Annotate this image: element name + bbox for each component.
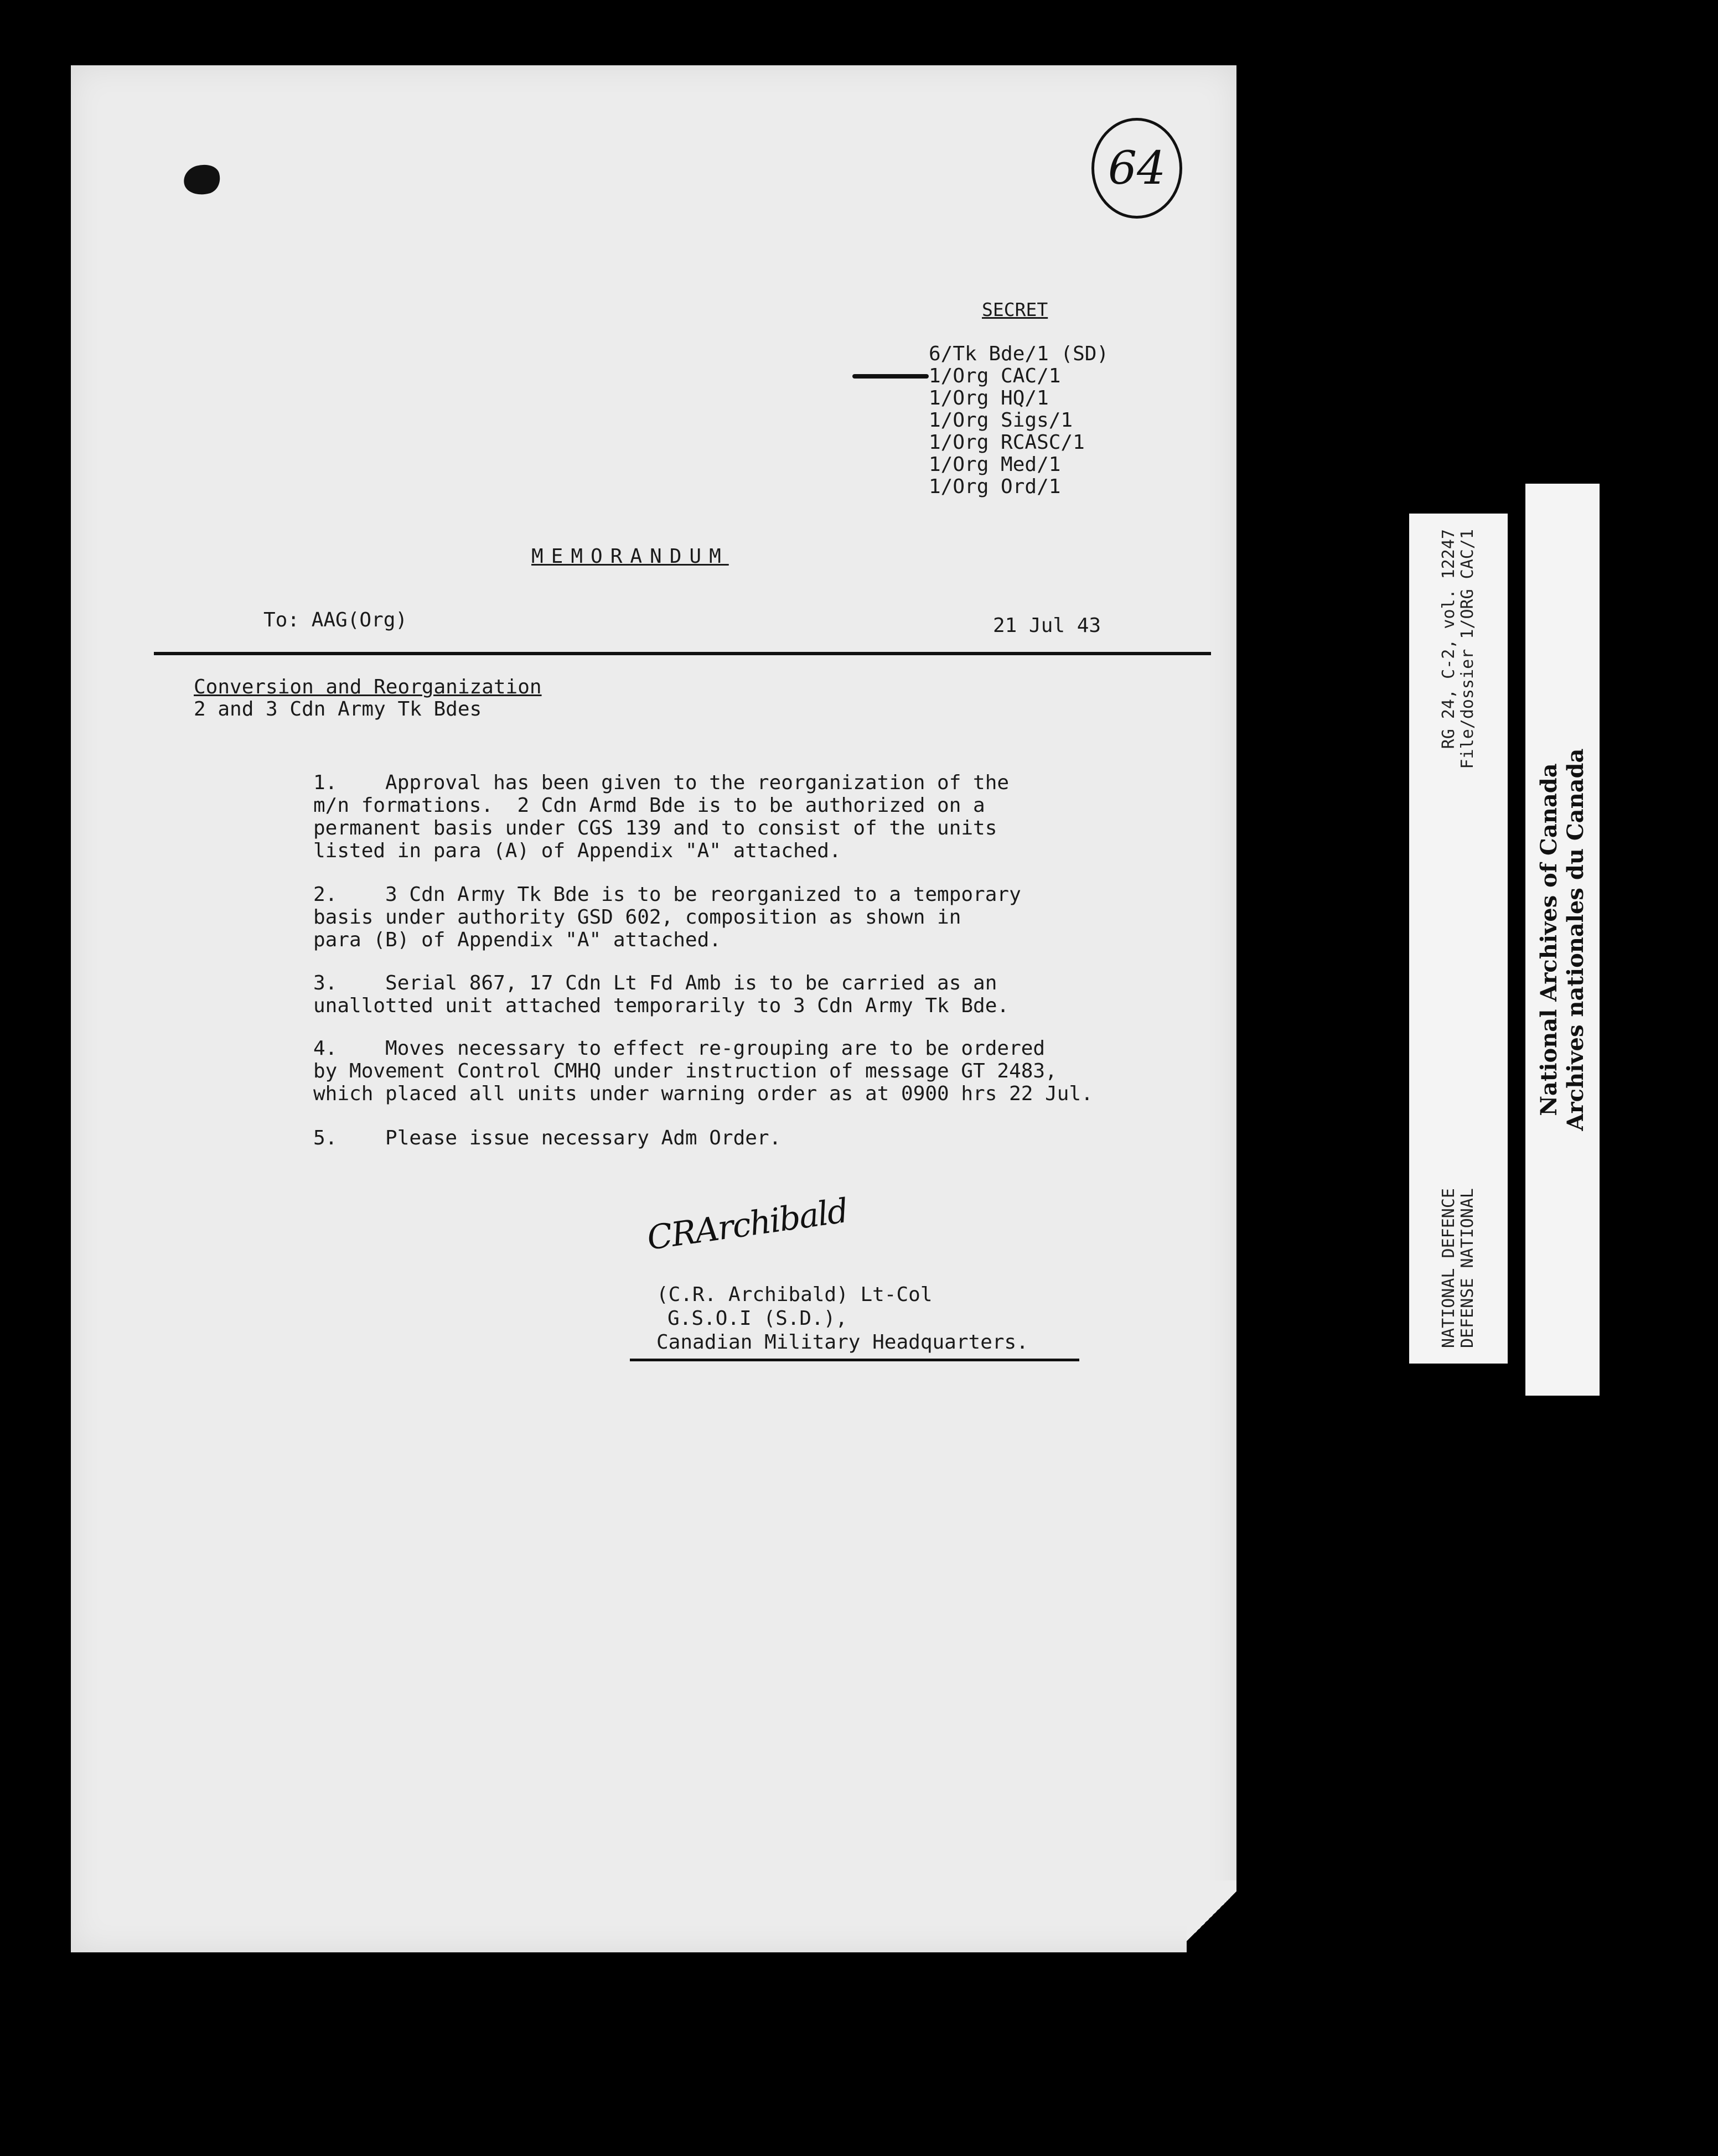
paragraph-line: 1. Approval has been given to the reorganization of the xyxy=(313,771,1010,794)
paragraph-line: basis under authority GSD 602, composition as shown in xyxy=(313,906,961,929)
file-ref: 6/Tk Bde/1 (SD) xyxy=(929,343,1109,365)
archives-name-english: National Archives of Canada xyxy=(1536,763,1562,1116)
file-references xyxy=(929,343,1109,498)
paragraph-line: para (B) of Appendix "A" attached. xyxy=(313,929,721,951)
paragraph-line: permanent basis under CGS 139 and to consist of the units xyxy=(313,817,997,839)
dept-english: NATIONAL DEFENCE xyxy=(1439,1188,1458,1348)
archives-name-french: Archives nationales du Canada xyxy=(1562,748,1588,1131)
archive-reference-label xyxy=(1409,514,1508,1364)
file-ref: 1/Org Sigs/1 xyxy=(929,409,1073,432)
paragraph-line: m/n formations. 2 Cdn Armd Bde is to be authorized on a xyxy=(313,794,985,817)
page-number-circle xyxy=(1091,118,1182,219)
file-ref: 1/Org RCASC/1 xyxy=(929,431,1085,454)
file-ref: 1/Org HQ/1 xyxy=(929,387,1049,410)
subject-line: 2 and 3 Cdn Army Tk Bdes xyxy=(194,698,482,721)
paragraph-line: which placed all units under warning order as at 0900 hrs 22 Jul. xyxy=(313,1082,1093,1105)
paragraph-line: unallotted unit attached temporarily to 3 Cdn Army Tk Bde. xyxy=(313,994,1010,1017)
dept-french: DEFENSE NATIONAL xyxy=(1458,1188,1477,1348)
handwritten-signature: CRArchibald xyxy=(644,1191,850,1258)
archives-name-label xyxy=(1525,484,1600,1396)
file-ref: 1/Org Ord/1 xyxy=(929,475,1061,498)
addressee: To: AAG(Org) xyxy=(263,609,408,631)
signatory-name: (C.R. Archibald) Lt-Col xyxy=(656,1283,933,1306)
paragraph-line: 3. Serial 867, 17 Cdn Lt Fd Amb is to be carried as an xyxy=(313,972,997,994)
paragraph-4 xyxy=(313,1037,1093,1105)
signatory-org: Canadian Military Headquarters. xyxy=(656,1331,1028,1354)
paragraph-2 xyxy=(313,883,1021,951)
page-corner-fold xyxy=(1187,1880,1236,1952)
subject-line: Conversion and Reorganization xyxy=(194,676,542,698)
paragraph-line: 4. Moves necessary to effect re-grouping are to be ordered xyxy=(313,1037,1046,1060)
memo-title: MEMORANDUM xyxy=(531,545,729,568)
file-ref: 1/Org Med/1 xyxy=(929,453,1061,476)
archive-ref-volume: RG 24, C-2, vol. 12247 xyxy=(1439,529,1458,749)
paragraph-line: listed in para (A) of Appendix "A" attached. xyxy=(313,839,841,862)
paragraph-5 xyxy=(313,1127,781,1149)
archive-ref-file: File/dossier 1/ORG CAC/1 xyxy=(1458,529,1477,769)
paragraph-line: 2. 3 Cdn Army Tk Bde is to be reorganized to a temporary xyxy=(313,883,1021,906)
memo-date: 21 Jul 43 xyxy=(993,614,1101,637)
signature-rule xyxy=(630,1359,1079,1361)
paragraph-3 xyxy=(313,972,1009,1017)
signatory-title: G.S.O.I (S.D.), xyxy=(667,1307,848,1330)
subject-block xyxy=(194,676,542,721)
paragraph-line: by Movement Control CMHQ under instruction of message GT 2483, xyxy=(313,1060,1057,1082)
page-number: 64 xyxy=(1108,142,1166,195)
paragraph-line: 5. Please issue necessary Adm Order. xyxy=(313,1127,782,1149)
file-ref: 1/Org CAC/1 xyxy=(929,365,1061,387)
paragraph-1 xyxy=(313,771,1009,862)
classification-marking: SECRET xyxy=(982,299,1048,320)
signature-block xyxy=(656,1283,1028,1354)
header-rule xyxy=(154,652,1211,655)
ref-pointer-mark xyxy=(852,374,929,379)
